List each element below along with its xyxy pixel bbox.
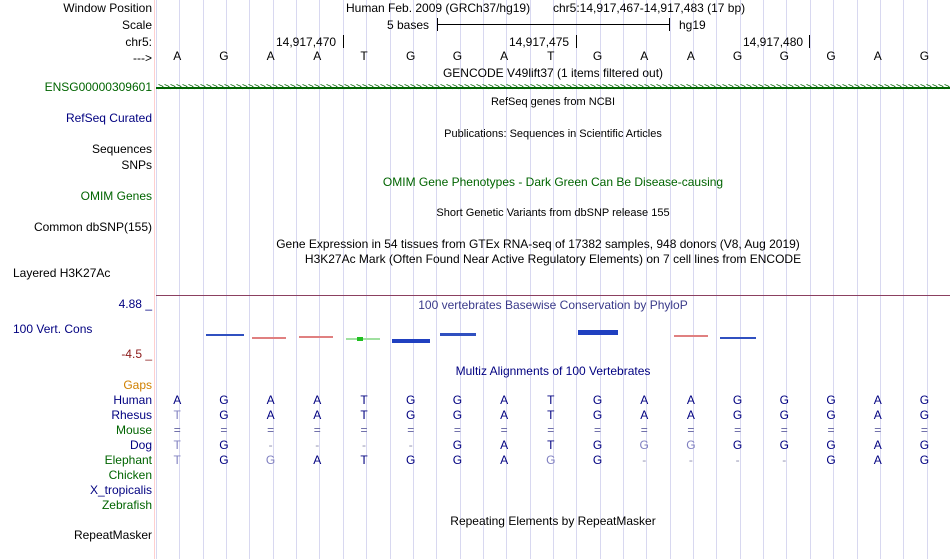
alignment-base-mouse: = [687, 423, 695, 437]
coord-tick-1 [343, 35, 344, 48]
repeatmasker-label[interactable]: RepeatMasker [73, 528, 152, 542]
alignment-base-elephant: G [265, 453, 276, 467]
strand-chevron: > [746, 82, 752, 93]
strand-chevron: > [800, 82, 806, 93]
strand-chevron: > [512, 82, 518, 93]
strand-chevron: > [554, 82, 560, 93]
strand-chevron: > [764, 82, 770, 93]
strand-chevron: > [524, 82, 530, 93]
strand-chevron: > [590, 82, 596, 93]
strand-chevron: > [386, 82, 392, 93]
strand-chevron: > [704, 82, 710, 93]
strand-chevron: > [596, 82, 602, 93]
coord-label-1: 14,917,470 [276, 35, 337, 49]
alignment-base-dog: T [173, 438, 181, 452]
cons-mark [720, 337, 756, 339]
strand-chevron: > [656, 82, 662, 93]
strand-chevron: > [854, 82, 860, 93]
scale-bar-right-tick [669, 18, 670, 31]
alignment-base-rhesus: G [779, 408, 789, 422]
alignment-base-rhesus: A [500, 408, 509, 422]
alignment-base-rhesus: G [592, 408, 603, 422]
alignment-base-human: A [500, 393, 509, 407]
strand-chevron: > [794, 82, 800, 93]
strand-chevron: > [716, 82, 722, 93]
alignment-base-mouse: = [220, 423, 228, 437]
strand-chevron: > [824, 82, 830, 93]
strand-chevron: > [380, 82, 386, 93]
alignment-base-elephant: A [500, 453, 509, 467]
species-zebrafish-label[interactable]: Zebrafish [101, 498, 152, 512]
alignment-base-dog: G [686, 438, 696, 452]
ensg-label[interactable]: ENSG00000309601 [44, 80, 152, 94]
strand-chevron: > [494, 82, 500, 93]
strand-chevron: > [218, 82, 224, 93]
alignment-base-human: A [266, 393, 275, 407]
cons-mark [357, 337, 363, 341]
strand-chevron: > [806, 82, 812, 93]
strand-chevron: > [332, 82, 338, 93]
strand-chevron: > [566, 82, 572, 93]
sequence-base: A [873, 49, 882, 63]
strand-chevron: > [782, 82, 788, 93]
sequence-base: T [360, 49, 368, 63]
strand-chevron: > [632, 82, 638, 93]
alignment-base-dog: G [919, 438, 930, 452]
window-position-value: chr5:14,917,467-14,917,483 (17 bp) [553, 1, 746, 15]
strand-chevron: > [728, 82, 734, 93]
alignment-base-human: A [313, 393, 322, 407]
strand-chevron: > [836, 82, 842, 93]
strand-arrow-label[interactable]: ---> [133, 51, 152, 65]
alignment-base-dog: - [408, 438, 413, 452]
strand-chevron: > [464, 82, 470, 93]
strand-chevron: > [788, 82, 794, 93]
strand-chevron: > [620, 82, 626, 93]
alignment-base-human: G [219, 393, 229, 407]
alignment-base-rhesus: T [547, 408, 555, 422]
strand-chevron: > [734, 82, 740, 93]
strand-chevron: > [182, 82, 188, 93]
strand-chevron: > [914, 82, 920, 93]
strand-chevron: > [560, 82, 566, 93]
strand-chevron: > [518, 82, 524, 93]
strand-chevron: > [470, 82, 476, 93]
chrom-label: chr5: [125, 35, 152, 49]
sequence-base: A [640, 49, 649, 63]
strand-chevron: > [920, 82, 926, 93]
strand-chevron: > [374, 82, 380, 93]
alignment-base-human: G [406, 393, 416, 407]
cons-track-label[interactable]: 100 Vert. Cons [13, 322, 93, 336]
cons-mark [346, 338, 380, 340]
strand-chevron: > [932, 82, 938, 93]
cons-max-label: 4.88 _ [118, 297, 152, 311]
alignment-base-dog: G [592, 438, 603, 452]
alignment-base-human: G [826, 393, 836, 407]
strand-chevron: > [506, 82, 512, 93]
species-mouse-label[interactable]: Mouse [115, 423, 152, 437]
multiz-track-title[interactable]: Multiz Alignments of 100 Vertebrates [455, 364, 651, 378]
strand-chevron: > [818, 82, 824, 93]
sequence-base: G [779, 49, 789, 63]
strand-chevron: > [668, 82, 674, 93]
strand-chevron: > [446, 82, 452, 93]
alignment-base-rhesus: A [640, 408, 649, 422]
strand-chevron: > [626, 82, 632, 93]
alignment-base-elephant: T [173, 453, 181, 467]
strand-chevron: > [548, 82, 554, 93]
strand-chevron: > [608, 82, 614, 93]
alignment-base-human: A [873, 393, 882, 407]
track-data-area[interactable] [156, 0, 950, 559]
strand-chevron: > [206, 82, 212, 93]
species-rhesus-label[interactable]: Rhesus [111, 408, 152, 422]
strand-chevron: > [410, 82, 416, 93]
strand-chevron: > [458, 82, 464, 93]
strand-chevron: > [296, 82, 302, 93]
strand-chevron: > [362, 82, 368, 93]
alignment-base-mouse: = [407, 423, 415, 437]
alignment-base-elephant: G [546, 453, 556, 467]
strand-chevron: > [266, 82, 272, 93]
strand-chevron: > [758, 82, 764, 93]
alignment-base-mouse: = [593, 423, 601, 437]
coord-label-3: 14,917,480 [743, 35, 804, 49]
scale-bar [437, 24, 669, 25]
strand-chevron: > [944, 82, 950, 93]
sequence-base: G [919, 49, 930, 63]
alignment-base-rhesus: G [826, 408, 836, 422]
strand-chevron: > [776, 82, 782, 93]
gencode-track-title[interactable]: GENCODE V49lift37 (1 items filtered out) [442, 66, 664, 80]
sequence-base: A [500, 49, 509, 63]
sequence-base: G [452, 49, 463, 63]
strand-chevron: > [740, 82, 746, 93]
alignment-base-elephant: T [360, 453, 368, 467]
strand-chevron: > [770, 82, 776, 93]
repeatmasker-track-title[interactable]: Repeating Elements by RepeatMasker [450, 514, 656, 528]
alignment-base-dog: G [826, 438, 836, 452]
strand-chevron: > [476, 82, 482, 93]
alignment-base-mouse: = [500, 423, 508, 437]
strand-chevron: > [578, 82, 584, 93]
strand-chevron: > [428, 82, 434, 93]
strand-chevron: > [242, 82, 248, 93]
gtex-track-title[interactable]: Gene Expression in 54 tissues from GTEx RNA-seq of 17382 samples, 948 donors (V8, Aug 2019) [276, 237, 800, 251]
alignment-base-rhesus: A [686, 408, 695, 422]
alignment-base-human: T [360, 393, 368, 407]
strand-chevron: > [698, 82, 704, 93]
alignment-base-mouse: = [874, 423, 882, 437]
alignment-base-human: G [919, 393, 930, 407]
labels-divider [154, 0, 155, 559]
scale-bases: 5 bases [387, 18, 430, 32]
alignment-base-human: T [547, 393, 555, 407]
strand-chevron: > [278, 82, 284, 93]
alignment-base-human: A [640, 393, 649, 407]
coord-tick-3 [809, 35, 810, 48]
species-xtropicalis-label[interactable]: X_tropicalis [89, 483, 152, 497]
alignment-base-mouse: = [827, 423, 835, 437]
strand-chevron: > [200, 82, 206, 93]
strand-chevron: > [938, 82, 944, 93]
alignment-base-elephant: G [219, 453, 229, 467]
h3k27-label[interactable]: Layered H3K27Ac [13, 266, 111, 280]
sequence-base: A [686, 49, 695, 63]
strand-chevron: > [686, 82, 692, 93]
alignment-base-elephant: - [642, 453, 647, 467]
strand-chevron: > [356, 82, 362, 93]
alignment-base-rhesus: G [919, 408, 930, 422]
strand-chevron: > [368, 82, 374, 93]
sequence-base: T [547, 49, 555, 63]
alignment-base-dog: G [732, 438, 743, 452]
alignment-base-mouse: = [360, 423, 368, 437]
strand-chevron: > [194, 82, 200, 93]
alignment-base-human: G [732, 393, 743, 407]
alignment-base-dog: - [361, 438, 366, 452]
cons-mark [206, 334, 244, 336]
cons-mark [578, 330, 618, 335]
alignment-base-elephant: G [919, 453, 930, 467]
strand-chevron: > [902, 82, 908, 93]
strand-chevron: > [254, 82, 260, 93]
strand-chevron: > [188, 82, 194, 93]
strand-chevron: > [752, 82, 758, 93]
sequence-base: G [592, 49, 603, 63]
alignment-base-dog: A [500, 438, 509, 452]
sequence-base: G [826, 49, 836, 63]
alignment-base-mouse: = [640, 423, 648, 437]
strand-chevron: > [614, 82, 620, 93]
phylop-track-title[interactable]: 100 vertebrates Basewise Conservation by PhyloP [418, 298, 688, 312]
strand-chevron: > [908, 82, 914, 93]
strand-chevron: > [398, 82, 404, 93]
refseq-label[interactable]: RefSeq Curated [65, 111, 152, 125]
sequence-base: A [313, 49, 322, 63]
strand-chevron: > [848, 82, 854, 93]
alignment-base-elephant: G [592, 453, 603, 467]
h3k27-track-title[interactable]: H3K27Ac Mark (Often Found Near Active Regulatory Elements) on 7 cell lines from ENCODE [304, 252, 802, 266]
scale-label: Scale [121, 18, 152, 32]
strand-chevron: > [404, 82, 410, 93]
cons-min-label: -4.5 _ [121, 347, 152, 361]
strand-chevron: > [440, 82, 446, 93]
assembly-title: Human Feb. 2009 (GRCh37/hg19) [346, 1, 531, 15]
strand-chevron: > [722, 82, 728, 93]
strand-chevron: > [434, 82, 440, 93]
alignment-base-rhesus: T [173, 408, 181, 422]
strand-chevron: > [842, 82, 848, 93]
strand-chevron: > [896, 82, 902, 93]
alignment-base-dog: A [873, 438, 882, 452]
strand-chevron: > [584, 82, 590, 93]
alignment-base-mouse: = [453, 423, 461, 437]
species-chicken-label[interactable]: Chicken [108, 468, 152, 482]
alignment-base-mouse: = [547, 423, 555, 437]
scale-db: hg19 [679, 18, 706, 32]
track-separator [156, 295, 950, 296]
strand-chevron: > [644, 82, 650, 93]
strand-chevron: > [230, 82, 236, 93]
publications-track-title[interactable]: Publications: Sequences in Scientific Articles [444, 128, 662, 140]
strand-chevron: > [830, 82, 836, 93]
alignment-base-elephant: G [406, 453, 416, 467]
species-dog-label[interactable]: Dog [129, 438, 152, 452]
strand-chevron: > [338, 82, 344, 93]
strand-chevron: > [680, 82, 686, 93]
alignment-base-rhesus: G [219, 408, 229, 422]
alignment-base-human: G [592, 393, 603, 407]
alignment-base-mouse: = [780, 423, 788, 437]
strand-chevron: > [890, 82, 896, 93]
alignment-base-dog: G [639, 438, 649, 452]
strand-chevron: > [416, 82, 422, 93]
strand-chevron: > [176, 82, 182, 93]
alignment-base-mouse: = [267, 423, 275, 437]
alignment-base-dog: - [268, 438, 273, 452]
sequence-base: G [406, 49, 416, 63]
alignment-base-elephant: - [688, 453, 693, 467]
alignment-base-elephant: A [873, 453, 882, 467]
alignment-base-elephant: G [452, 453, 463, 467]
alignment-base-dog: - [315, 438, 320, 452]
strand-chevron: > [482, 82, 488, 93]
alignment-base-human: G [779, 393, 789, 407]
sequence-base: A [266, 49, 275, 63]
alignment-base-rhesus: T [360, 408, 368, 422]
strand-chevron: > [872, 82, 878, 93]
alignment-base-elephant: G [826, 453, 836, 467]
strand-chevron: > [710, 82, 716, 93]
strand-chevron: > [452, 82, 458, 93]
strand-chevron: > [500, 82, 506, 93]
window-position-label: Window Position [63, 1, 152, 15]
cons-mark [674, 335, 708, 337]
strand-chevron: > [422, 82, 428, 93]
alignment-base-mouse: = [173, 423, 181, 437]
cons-mark [252, 337, 286, 339]
species-human-label[interactable]: Human [113, 393, 152, 407]
strand-chevron: > [650, 82, 656, 93]
snps-label[interactable]: SNPs [121, 158, 152, 172]
strand-chevron: > [488, 82, 494, 93]
strand-chevron: > [284, 82, 290, 93]
sequence-base: G [732, 49, 743, 63]
strand-chevron: > [884, 82, 890, 93]
alignment-base-human: A [173, 393, 182, 407]
strand-chevron: > [170, 82, 176, 93]
strand-chevron: > [314, 82, 320, 93]
track-labels-column [0, 0, 154, 559]
gaps-label[interactable]: Gaps [123, 378, 152, 392]
strand-chevron: > [536, 82, 542, 93]
alignment-base-dog: G [779, 438, 789, 452]
omim-label[interactable]: OMIM Genes [80, 189, 152, 203]
strand-chevron: > [302, 82, 308, 93]
strand-chevron: > [572, 82, 578, 93]
grid-line [156, 0, 157, 559]
alignment-base-human: G [452, 393, 463, 407]
dbsnp-label[interactable]: Common dbSNP(155) [33, 220, 152, 234]
strand-chevron: > [602, 82, 608, 93]
strand-chevron: > [866, 82, 872, 93]
alignment-base-elephant: - [735, 453, 740, 467]
strand-chevron: > [308, 82, 314, 93]
strand-chevron: > [212, 82, 218, 93]
coord-label-2: 14,917,475 [509, 35, 570, 49]
strand-chevron: > [320, 82, 326, 93]
strand-chevron: > [158, 82, 164, 93]
sequence-base: G [219, 49, 229, 63]
strand-chevron: > [236, 82, 242, 93]
strand-chevron: > [260, 82, 266, 93]
alignment-base-rhesus: G [406, 408, 416, 422]
strand-chevron: > [692, 82, 698, 93]
strand-chevron: > [674, 82, 680, 93]
strand-chevron: > [662, 82, 668, 93]
alignment-base-dog: G [452, 438, 463, 452]
alignment-base-rhesus: A [266, 408, 275, 422]
alignment-base-elephant: - [782, 453, 787, 467]
strand-chevron: > [542, 82, 548, 93]
strand-chevron: > [224, 82, 230, 93]
strand-chevron: > [926, 82, 932, 93]
coord-tick-2 [576, 35, 577, 48]
strand-chevron: > [290, 82, 296, 93]
cons-mark [440, 333, 476, 336]
alignment-base-rhesus: G [452, 408, 463, 422]
alignment-base-rhesus: A [873, 408, 882, 422]
strand-chevron: > [638, 82, 644, 93]
strand-chevron: > [326, 82, 332, 93]
strand-chevron: > [248, 82, 254, 93]
sequence-base: A [173, 49, 182, 63]
refseq-track-title[interactable]: RefSeq genes from NCBI [490, 96, 616, 108]
dbsnp-track-title[interactable]: Short Genetic Variants from dbSNP release 155 [436, 207, 670, 219]
alignment-base-rhesus: G [732, 408, 743, 422]
alignment-base-dog: G [219, 438, 229, 452]
sequences-label[interactable]: Sequences [91, 142, 152, 156]
strand-chevron: > [530, 82, 536, 93]
strand-chevron: > [164, 82, 170, 93]
omim-track-title[interactable]: OMIM Gene Phenotypes - Dark Green Can Be Disease-causing [382, 175, 724, 189]
alignment-base-mouse: = [313, 423, 321, 437]
cons-mark [392, 339, 430, 343]
alignment-base-human: A [686, 393, 695, 407]
strand-chevron: > [344, 82, 350, 93]
cons-mark [299, 336, 333, 338]
strand-chevron: > [812, 82, 818, 93]
alignment-base-mouse: = [734, 423, 742, 437]
alignment-base-elephant: A [313, 453, 322, 467]
strand-chevron: > [860, 82, 866, 93]
alignment-base-mouse: = [920, 423, 928, 437]
alignment-base-rhesus: A [313, 408, 322, 422]
strand-chevron: > [392, 82, 398, 93]
strand-chevron: > [350, 82, 356, 93]
alignment-base-dog: T [547, 438, 555, 452]
strand-chevron: > [272, 82, 278, 93]
strand-chevron: > [878, 82, 884, 93]
species-elephant-label[interactable]: Elephant [104, 453, 152, 467]
